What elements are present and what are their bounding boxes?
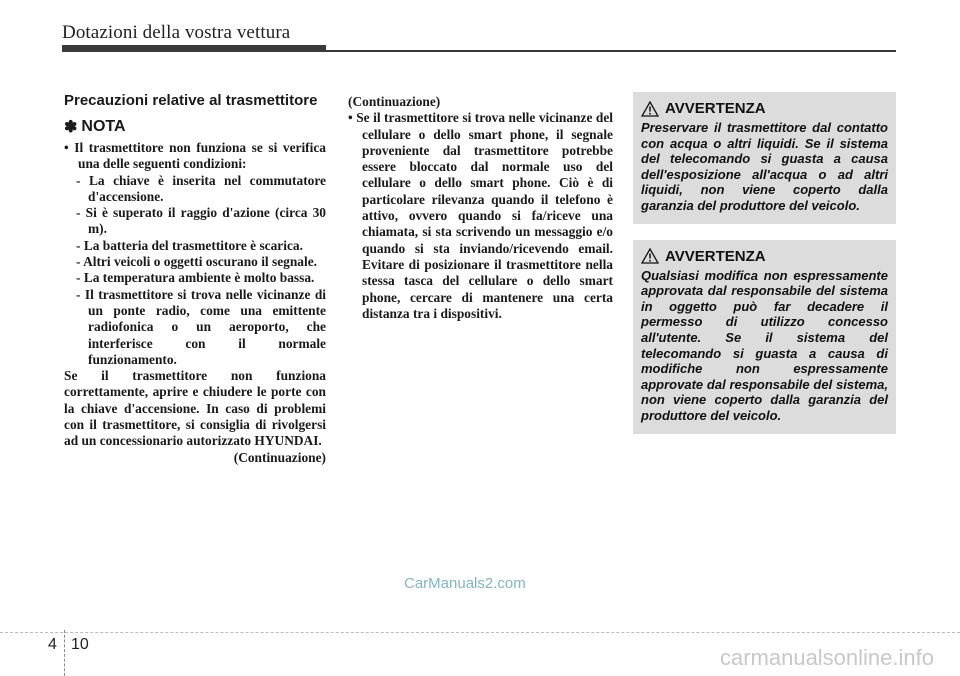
header-rule-thin <box>62 50 896 52</box>
page-number: 10 <box>71 636 89 653</box>
condition-item: - La temperatura ambiente è molto bassa. <box>64 270 326 286</box>
condition-item: - Altri veicoli o oggetti oscurano il segnale. <box>64 254 326 270</box>
warning-triangle-icon <box>641 248 659 264</box>
continued-heading: (Continuazione) <box>348 94 441 109</box>
warning-heading <box>641 100 888 117</box>
section-title: Precauzioni relative al trasmettitore <box>64 92 318 109</box>
warning-text: Preservare il trasmettitore dal contatto con acqua o altri liquidi. Se il sistema del telecomando si guasta a causa dell'esposizione all'acqua o ad altri liquidi, non viene coperto dalla garanzia del produttore del veicolo. <box>641 120 888 213</box>
warning-label: AVVERTENZA <box>665 100 766 117</box>
condition-item: - Si è superato il raggio d'azione (circa 30 m). <box>64 205 326 238</box>
warning-triangle-icon <box>641 101 659 117</box>
page-header-title: Dotazioni della vostra vettura <box>62 22 291 43</box>
condition-item: - La batteria del trasmettitore è scarica. <box>64 238 326 254</box>
continued-label: (Continuazione) <box>233 449 326 465</box>
page-number-separator <box>64 630 65 676</box>
site-watermark[interactable]: carmanualsonline.info <box>719 645 934 670</box>
nota-paragraph: Se il trasmettitore non funziona correttamente, aprire e chiudere le porte con la chiave d'accensione. In caso di problemi con il trasmettitore, si consiglia di rivolgersi ad un concessionario autorizzato HYUNDAI. <box>64 368 326 449</box>
watermark-link[interactable]: CarManuals2.com <box>404 575 526 592</box>
warning-text: Qualsiasi modifica non espressamente approvata dal responsabile del sistema in oggetto può far decadere il permesso di utilizzo concesso all'utente. Se il sistema del telecomando si guasta a causa di modifiche non espressamente approvate dal responsabile del sistema, non viene coperto dalla garanzia del produttore del veicolo. <box>641 267 888 423</box>
warning-box <box>633 92 896 224</box>
nota-bullet: • Il trasmettitore non funziona se si verifica una delle seguenti condizioni: <box>64 140 326 173</box>
warning-label: AVVERTENZA <box>665 247 766 265</box>
column-right <box>633 92 896 434</box>
continued-body <box>348 94 613 322</box>
footer-divider <box>0 632 960 633</box>
nota-heading <box>64 117 326 137</box>
nota-label: NOTA <box>81 118 126 135</box>
warning-heading <box>641 248 888 265</box>
chapter-number: 4 <box>48 636 57 653</box>
warning-box <box>633 240 896 434</box>
condition-item: - La chiave è inserita nel commutatore d'accensione. <box>64 173 326 206</box>
column-middle <box>348 94 613 322</box>
column-left <box>64 92 326 466</box>
condition-item: - Il trasmettitore si trova nelle vicinanze di un ponte radio, come una emittente radiofonica o un aeroporto, che interferisce con il normale funzionamento. <box>64 287 326 368</box>
nota-body <box>64 140 326 466</box>
phone-bullet: • Se il trasmettitore si trova nelle vicinanze del cellulare o dello smart phone, il segnale proveniente dal trasmettitore potrebbe essere bloccato dal normale uso del cellulare o dello smart phone. Ciò è di particolare rilevanza quando il telefono è attivo, ovvero quando si fa/riceve una chiamata, si sta scrivendo un messaggio e/o quando si sta inviando/ricevendo email. Evitare di posizionare il trasmettitore nella stessa tasca del cellulare o dello smart phone, cercare di mantenere una certa distanza tra i dispositivi. <box>348 110 613 322</box>
star-icon: ✽ <box>64 119 78 136</box>
